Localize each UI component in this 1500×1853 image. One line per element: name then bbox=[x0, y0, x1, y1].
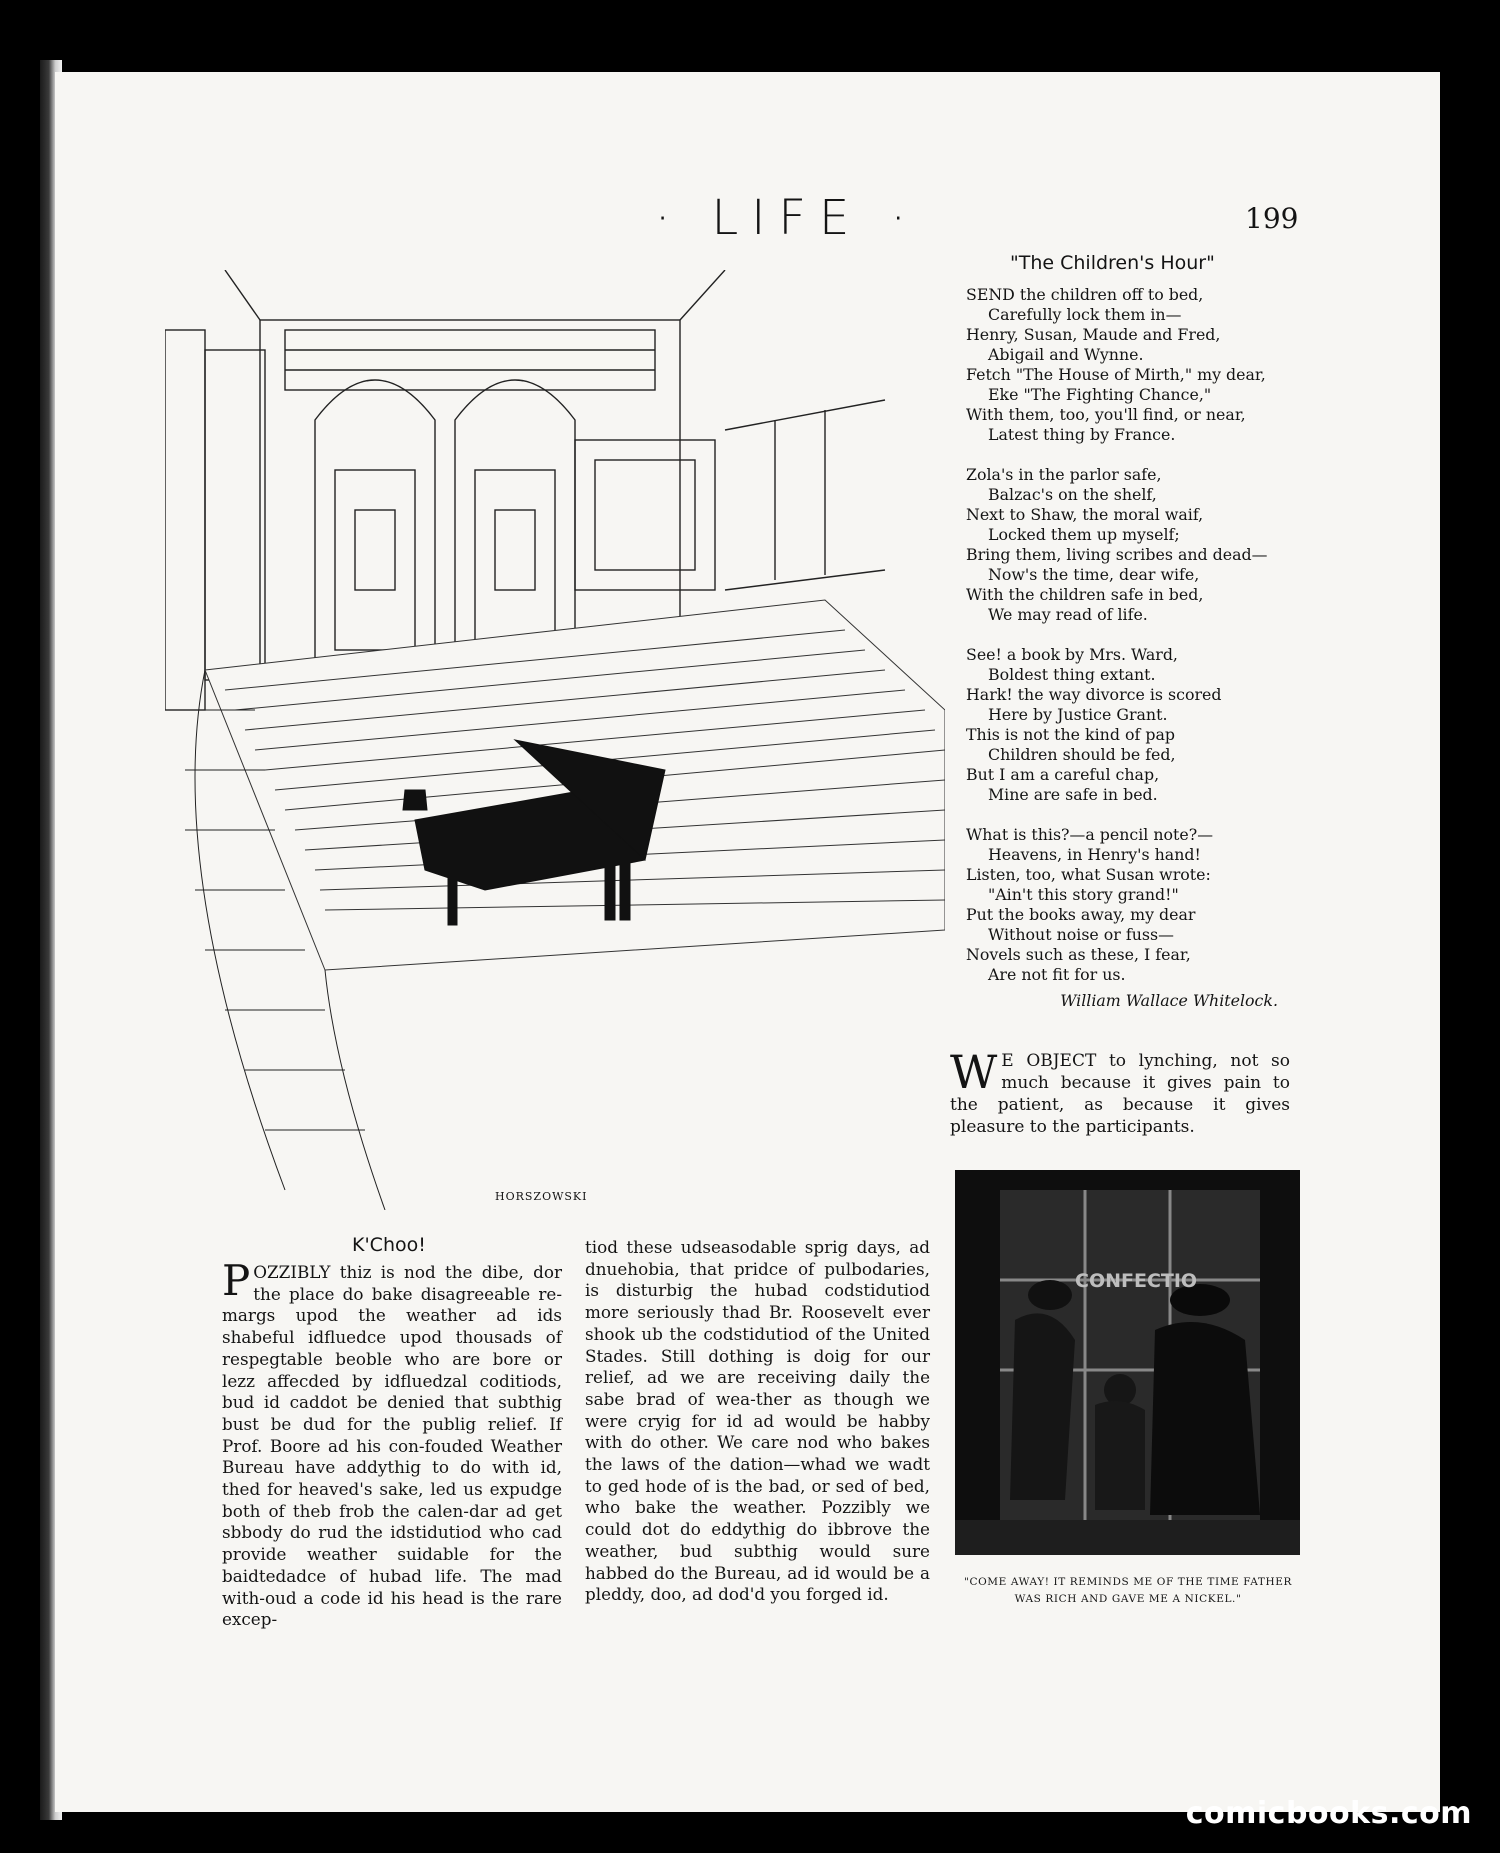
cartoon-photo bbox=[955, 1170, 1300, 1555]
poem-stanza bbox=[966, 465, 1296, 625]
poem-line: Abigail and Wynne. bbox=[988, 345, 1144, 364]
drop-cap: P bbox=[222, 1256, 251, 1305]
poem-line: With them, too, you'll find, or near, bbox=[966, 405, 1246, 424]
object-paragraph bbox=[950, 1045, 1290, 1138]
poem-line: Zola's in the parlor safe, bbox=[966, 465, 1162, 484]
poem-line: Children should be fed, bbox=[988, 745, 1176, 764]
drop-cap: W bbox=[950, 1045, 998, 1099]
page-number: 199 bbox=[1245, 202, 1299, 235]
poem-line: With the children safe in bed, bbox=[966, 585, 1204, 604]
poem-title: "The Children's Hour" bbox=[1010, 252, 1215, 274]
poem-stanza bbox=[966, 825, 1296, 985]
poem-line: Now's the time, dear wife, bbox=[988, 565, 1200, 584]
window-sign: CONFECTIO bbox=[1075, 1270, 1198, 1292]
poem-line: Here by Justice Grant. bbox=[988, 705, 1168, 724]
poem-stanza bbox=[966, 645, 1296, 805]
kchoo-column-1 bbox=[222, 1256, 562, 1631]
poem-line: See! a book by Mrs. Ward, bbox=[966, 645, 1178, 664]
poem-line: Next to Shaw, the moral waif, bbox=[966, 505, 1204, 524]
poem-line: Balzac's on the shelf, bbox=[988, 485, 1157, 504]
poem-line: Eke "The Fighting Chance," bbox=[988, 385, 1212, 404]
poem-signature: William Wallace Whitelock. bbox=[1060, 991, 1278, 1010]
poem-line: Bring them, living scribes and dead— bbox=[966, 545, 1268, 564]
poem-line: But I am a careful chap, bbox=[966, 765, 1160, 784]
photo-caption bbox=[948, 1574, 1308, 1608]
poem-line: Henry, Susan, Maude and Fred, bbox=[966, 325, 1221, 344]
poem-line: Novels such as these, I fear, bbox=[966, 945, 1191, 964]
watermark: comicbooks.com bbox=[1185, 1796, 1472, 1831]
poem-line: We may read of life. bbox=[988, 605, 1148, 624]
poem-line: Fetch "The House of Mirth," my dear, bbox=[966, 365, 1266, 384]
poem-line: Heavens, in Henry's hand! bbox=[988, 845, 1201, 864]
poem-line: "Ain't this story grand!" bbox=[988, 885, 1179, 904]
poem-line: Mine are safe in bed. bbox=[988, 785, 1158, 804]
poem-line: What is this?—a pencil note?— bbox=[966, 825, 1214, 844]
photo-caption-line-1: "COME AWAY! IT REMINDS ME OF THE TIME FATHER bbox=[964, 1576, 1292, 1588]
poem-line: Locked them up myself; bbox=[988, 525, 1180, 544]
kchoo-column-2: tiod these udseasodable sprig days, ad dnuehobia, that pridce of pulbodaries, is disturbig the hubad codstidutiod more seriously thad Br. Roosevelt ever shook ub the codstidutiod of the United Stades. Still dothing is doig for our relief, ad we are receiving daily the sabe brad of wea-ther as though we were cryig for id ad would be habby with do other. We care nod who bakes the laws of the dation—whad we wadt to ged hode of is the bad, or sed of bed, who bake the weather. Pozzibly we could dot do eddythig do ibbrove the weather, bud subthig would sure habbed do the Bureau, ad id would be a pleddy, doo, ad dod'd you forged id. bbox=[585, 1237, 930, 1605]
page-header bbox=[0, 190, 1500, 250]
poem-line: Listen, too, what Susan wrote: bbox=[966, 865, 1211, 884]
poem bbox=[966, 285, 1296, 1011]
poem-line: SEND the children off to bed, bbox=[966, 285, 1204, 304]
poem-line: Boldest thing extant. bbox=[988, 665, 1156, 684]
object-text: E OBJECT to lynching, not so much because it gives pain to the patient, as because it gives pleasure to the participants. bbox=[950, 1051, 1290, 1137]
poem-stanza bbox=[966, 285, 1296, 445]
poem-line: Carefully lock them in— bbox=[988, 305, 1182, 324]
piano-stage-illustration bbox=[165, 270, 945, 1210]
poem-line: Latest thing by France. bbox=[988, 425, 1176, 444]
photo-caption-line-2: WAS RICH AND GAVE ME A NICKEL." bbox=[1014, 1593, 1242, 1605]
poem-line: This is not the kind of pap bbox=[966, 725, 1175, 744]
illustration-caption: HORSZOWSKI bbox=[495, 1190, 588, 1203]
poem-line: Hark! the way divorce is scored bbox=[966, 685, 1222, 704]
masthead: · LIFE · bbox=[655, 190, 919, 246]
kchoo-column-1-text: OZZIBLY thiz is nod the dibe, dor the place do bake disagreeable re-margs upod the weather ad ids shabeful idfluedce upod thousads of respegtable beoble who are bore or lezz affecded by idfluedzal coditiods, bud id caddot be denied that subthig bust be dud for the publig relief. If Prof. Boore ad his con-fouded Weather Bureau have addythig to do with id, thed for heaved's sake, led us expudge both of theb frob the calen-dar ad get sbbody do rud the idstidutiod who cad provide weather suidable for the baidtedadce of hubad life. The mad with-oud a code id his head is the rare excep- bbox=[222, 1262, 562, 1630]
poem-line: Put the books away, my dear bbox=[966, 905, 1196, 924]
poem-line: Are not fit for us. bbox=[988, 965, 1126, 984]
kchoo-title: K'Choo! bbox=[352, 1234, 426, 1256]
poem-line: Without noise or fuss— bbox=[988, 925, 1174, 944]
